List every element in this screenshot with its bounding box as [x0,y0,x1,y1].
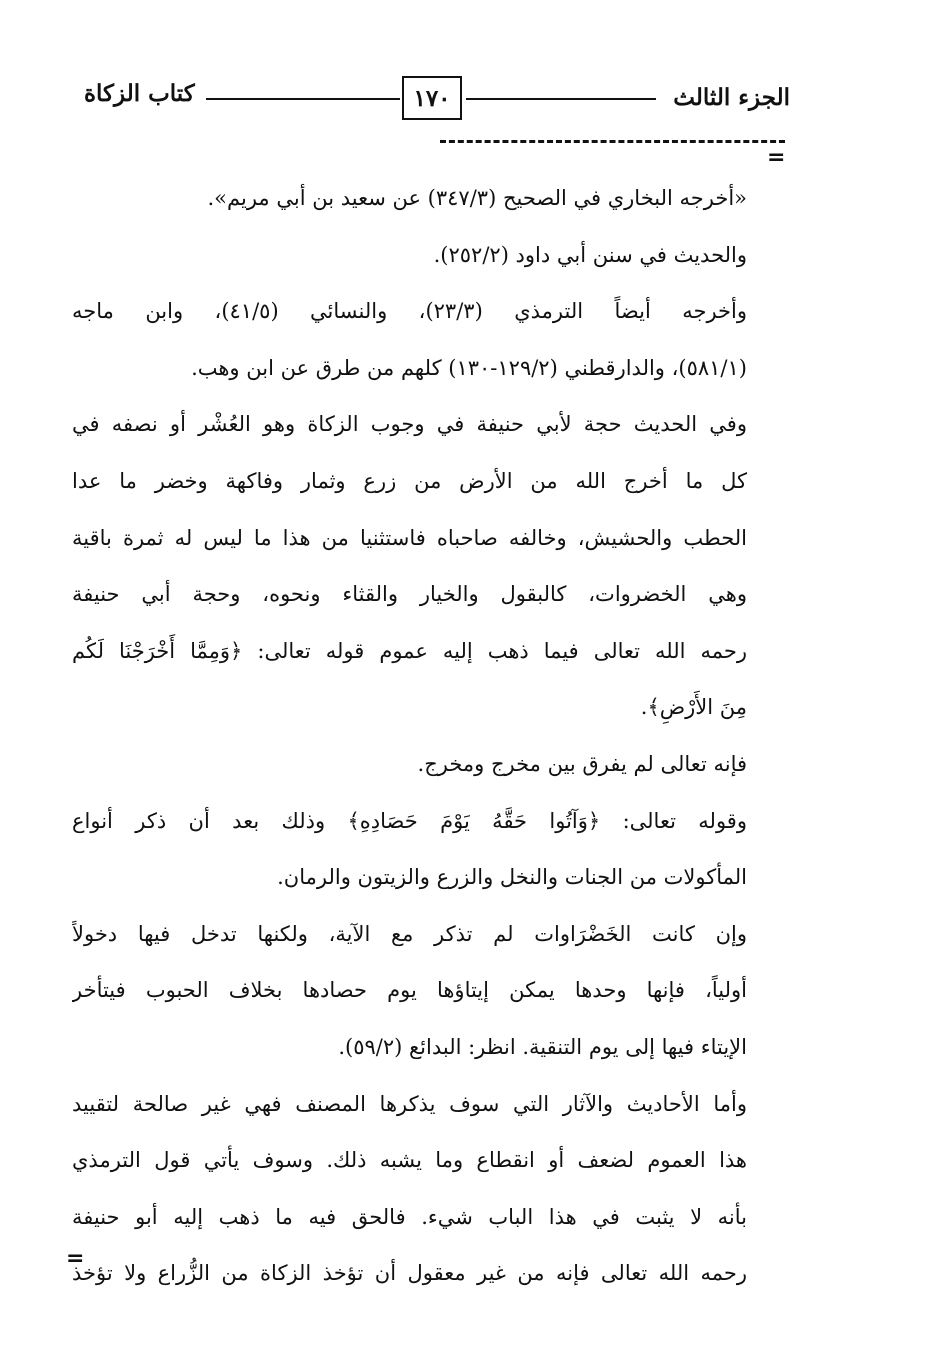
volume-title: الجزء الثالث [673,84,790,111]
continuation-mark-bottom: = [66,1246,85,1271]
text-line: وأخرجه أيضاً الترمذي (٢٣/٣)، والنسائي (٤١/٥)، وابن ماجه [72,299,747,324]
text-line: وقوله تعالى: ﴿وَآتُوا حَقَّهُ يَوْمَ حَصَادِهِ﴾ وذلك بعد أن ذكر أنواع [72,808,747,833]
text-line: وإن كانت الخَضْرَاوات لم تذكر مع الآية، ولكنها تدخل فيها دخولاً [72,921,747,946]
header-rule-left [206,98,400,100]
text-line: (٥٨١/١)، والدارقطني (١٢٩/٢-١٣٠) كلهم من طرق عن ابن وهب. [191,355,747,380]
text-line: وفي الحديث حجة لأبي حنيفة في وجوب الزكاة وهو العُشْر أو نصفه في [72,412,747,437]
text-line: والحديث في سنن أبي داود (٢٥٢/٢). [433,242,747,267]
text-line: أولياً، فإنها وحدها يمكن إيتاؤها يوم حصادها بخلاف الحبوب فيتأخر [72,978,747,1003]
page-number-box [402,76,462,120]
footnote-separator [440,140,785,143]
footnote-text [72,170,747,1302]
text-line: مِنَ الأَرْضِ﴾. [640,695,747,720]
text-line: رحمه الله تعالى فيما ذهب إليه عموم قوله تعالى: ﴿وَمِمَّا أَخْرَجْنَا لَكُم [72,638,747,663]
text-line: كل ما أخرج الله من الأرض من زرع وثمار وفاكهة وخضر ما عدا [72,468,747,493]
text-line: وأما الأحاديث والآثار التي سوف يذكرها المصنف فهي غير صالحة لتقييد [72,1091,747,1116]
book-title: كتاب الزكاة [84,80,195,107]
page-number: ١٧٠ [413,85,451,112]
page-header [80,70,795,126]
text-line: الحطب والحشيش، وخالفه صاحباه فاستثنيا من هذا ما ليس له ثمرة باقية [72,525,747,550]
text-line: «أخرجه البخاري في الصحيح (٣٤٧/٣) عن سعيد بن أبي مريم». [207,186,747,210]
text-line: الإيتاء فيها إلى يوم التنقية. انظر: البدائع (٥٩/٢). [338,1034,747,1059]
header-rule-right [466,98,656,100]
text-line: وهي الخضروات، كالبقول والخيار والقثاء ونحوه، وحجة أبي حنيفة [72,582,747,607]
text-line: رحمه الله تعالى فإنه من غير معقول أن تؤخذ الزكاة من الزُّراع ولا تؤخذ [72,1261,747,1286]
text-line: فإنه تعالى لم يفرق بين مخرج ومخرج. [417,751,747,776]
text-line: هذا العموم لضعف أو انقطاع وما يشبه ذلك. وسوف يأتي قول الترمذي [72,1148,747,1173]
continuation-mark-top: = [767,145,786,170]
text-line: بأنه لا يثبت في هذا الباب شيء. فالحق فيه ما ذهب إليه أبو حنيفة [72,1204,747,1229]
text-line: المأكولات من الجنات والنخل والزرع والزيتون والرمان. [277,865,747,890]
